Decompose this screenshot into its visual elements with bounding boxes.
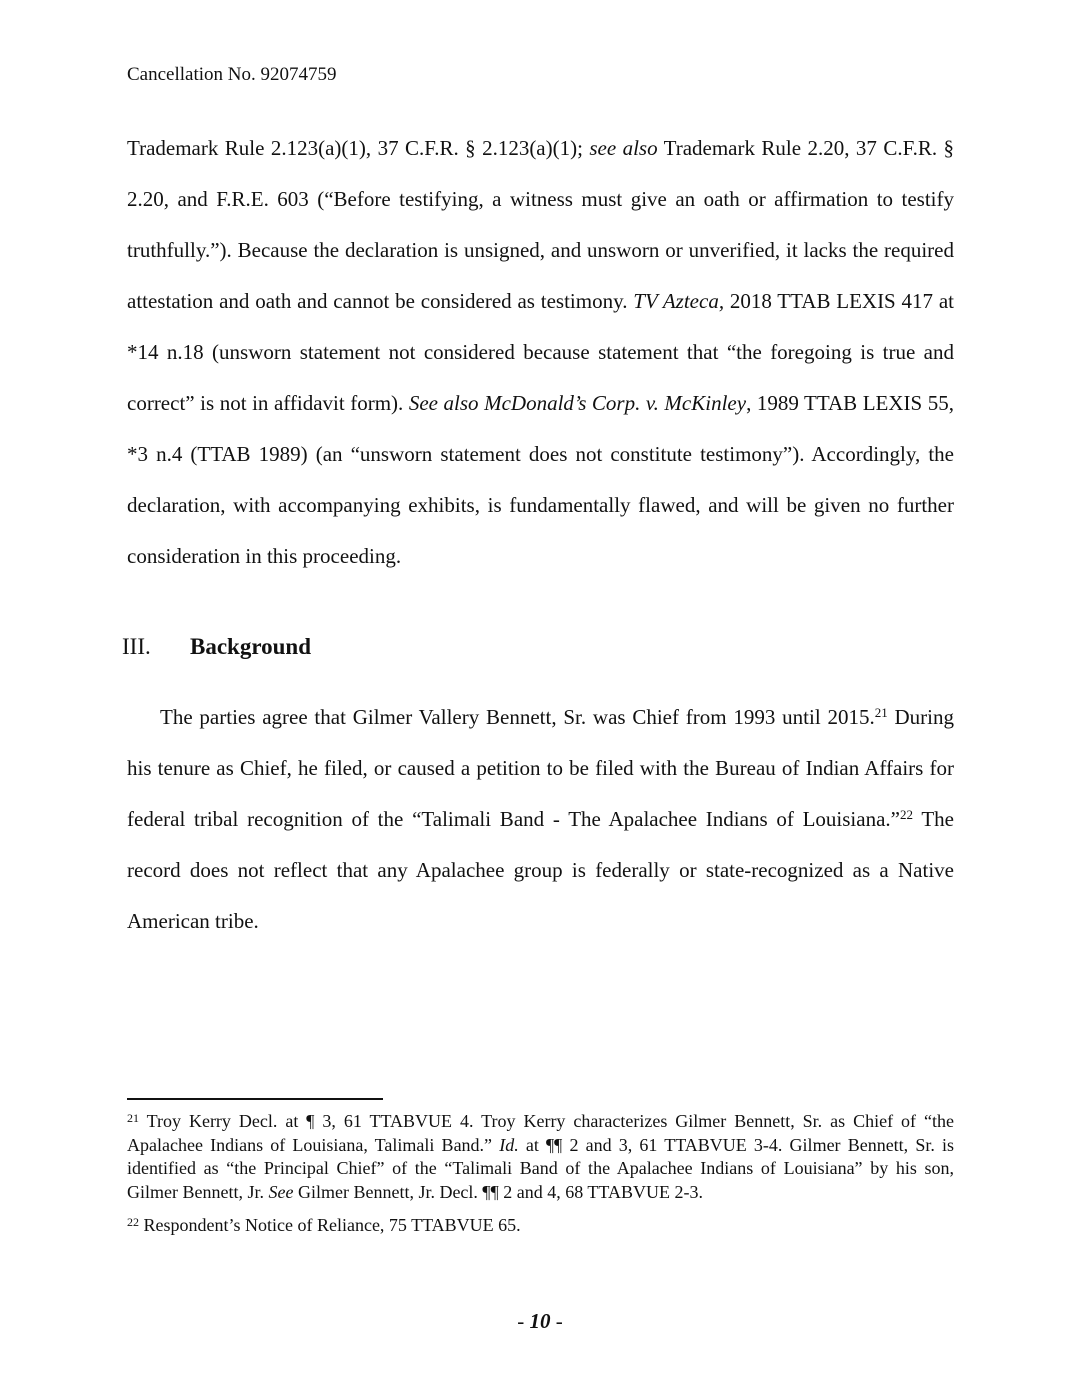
text-span: The parties agree that Gilmer Vallery Bennett, Sr. was Chief from 1993 until 2015. xyxy=(160,705,875,729)
paragraph-declaration xyxy=(127,123,954,582)
page-number-value: 10 xyxy=(529,1309,551,1333)
section-number: III. xyxy=(122,634,151,659)
page-number-dash: - xyxy=(550,1309,563,1333)
text-span: The record does not reflect that any Apalachee group is federally or state-recognized as a Native American tribe. xyxy=(127,807,954,933)
text-span: Trademark Rule 2.20, 37 C.F.R. § 2.20, and F.R.E. 603 (“Before testifying, a witness must give an oath or affirmation to testify truthfully.”). Because the declaration is unsigned, and unsworn or unverified, it lacks the required attestation and oath and cannot be considered as testimony. xyxy=(127,136,954,313)
page-number xyxy=(0,1309,1080,1334)
text-span: Trademark Rule 2.123(a)(1), 37 C.F.R. § 2.123(a)(1); xyxy=(127,136,590,160)
text-span: , 1989 TTAB LEXIS 55, *3 n.4 (TTAB 1989) (an “unsworn statement does not constitute testimony”). Accordingly, the declaration, with accompanying exhibits, is fundamentally flawed, and will be given no further consideration in this proceeding. xyxy=(127,391,954,568)
signal-see: See xyxy=(268,1181,294,1202)
page-number-dash: - xyxy=(517,1309,530,1333)
footnote-mark: 22 xyxy=(127,1215,139,1229)
section-heading xyxy=(122,634,311,660)
text-span: 2018 TTAB LEXIS 417 at *14 n.18 (unsworn statement not considered because statement that “the foregoing is true and correct” is not in affidavit form). xyxy=(127,289,954,415)
footnotes xyxy=(127,1110,954,1248)
footnote-divider xyxy=(127,1098,383,1100)
section-title: Background xyxy=(190,634,312,659)
signal-see-also: see also xyxy=(589,136,658,160)
footnote-ref-22[interactable]: 22 xyxy=(899,807,913,822)
footnote-mark: 21 xyxy=(127,1111,139,1125)
case-citation-mcdonalds: See also McDonald’s Corp. v. McKinley xyxy=(408,391,747,415)
text-span: Respondent’s Notice of Reliance, 75 TTABVUE 65. xyxy=(139,1215,521,1235)
text-span: at ¶¶ 2 and 3, 61 TTABVUE 3-4. Gilmer Bennett, Sr. is identified as “the Principal Chief” of the “Talimali Band of the Apalachee Indians of Louisiana” by his son, Gilmer Bennett, Jr. xyxy=(127,1134,955,1202)
case-citation-tv-azteca: TV Azteca, xyxy=(633,289,725,313)
footnote-21 xyxy=(127,1110,954,1204)
page-header xyxy=(127,64,337,86)
footnote-ref-21[interactable]: 21 xyxy=(874,705,888,720)
footnote-22 xyxy=(127,1214,954,1238)
text-span: Gilmer Bennett, Jr. Decl. ¶¶ 2 and 4, 68 TTABVUE 2-3. xyxy=(293,1181,703,1202)
text-span: Troy Kerry Decl. at ¶ 3, 61 TTABVUE 4. Troy Kerry characterizes Gilmer Bennett, Sr. as Chief of “the Apalachee Indians of Louisiana, Talimali Band.” xyxy=(127,1111,954,1155)
cancellation-number: Cancellation No. 92074759 xyxy=(127,64,337,85)
text-span: During his tenure as Chief, he filed, or caused a petition to be filed with the Bureau of Indian Affairs for federal tribal recognition of the “Talimali Band - The Apalachee Indians of Louisiana.” xyxy=(127,705,954,831)
paragraph-background xyxy=(127,692,954,947)
citation-id: Id. xyxy=(499,1134,519,1155)
